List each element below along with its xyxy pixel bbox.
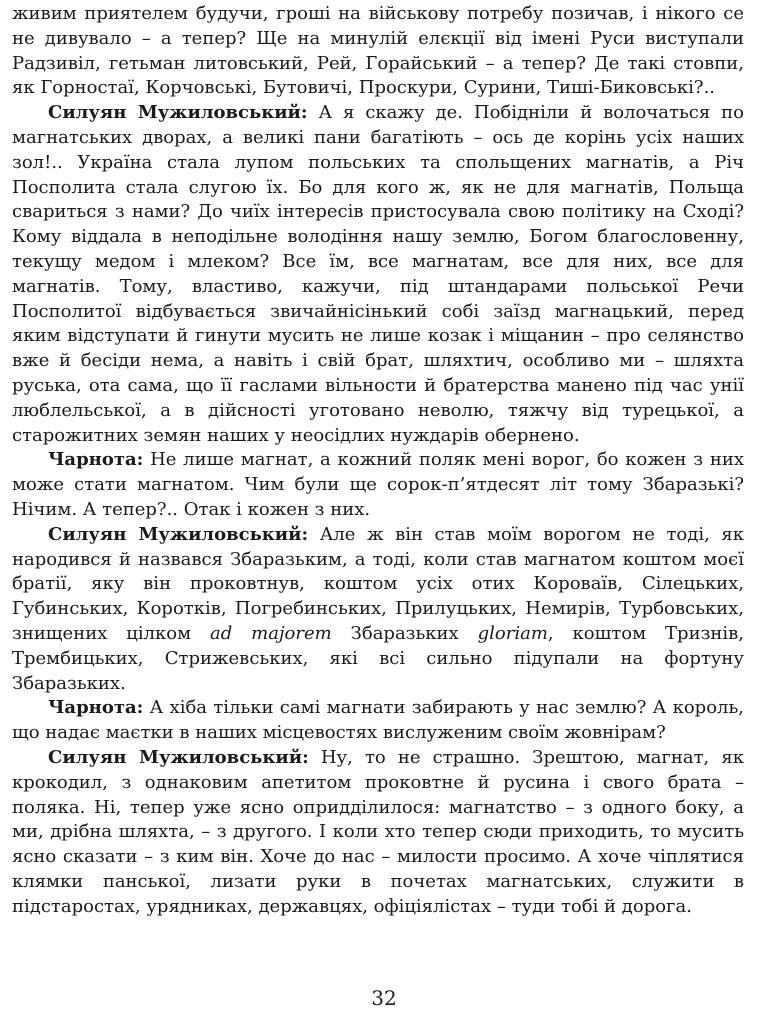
page-number: 32 xyxy=(371,986,397,1010)
dialogue-text: Але ж він став моїм ворогом не тоді, як народився й назвався Збаразьким, а тоді, коли став магнатом коштом моєї братії, яку він проковтнув, коштом усіх отих Короваїв, Сілецьких, Губинських, Коротків, Погребинських, Прилуцьких, Немирів, Турбовських, знищених цілком xyxy=(12,523,744,644)
latin-phrase: gloriam xyxy=(477,622,548,644)
dialogue-paragraph xyxy=(12,101,744,448)
dialogue-text: Збаразьких xyxy=(331,622,478,644)
dialogue-paragraph xyxy=(12,523,744,697)
latin-phrase: ad majorem xyxy=(210,622,332,644)
paragraph-continuation xyxy=(12,2,744,101)
dialogue-text: , коштом Тризнів, Трембицьких, Стрижевських, які всі сильно підупали на фортуну Збаразьких. xyxy=(12,622,744,694)
dialogue-text: А я скажу де. Побідніли й волочаться по магнатських дворах, а великі пани багатіють – ось де корінь усіх наших зол!.. Україна стала лупом польських та спольщених магнатів, а Річ Посполита стала слугою їх. Бо для кого ж, як не для магнатів, Польща свариться з нами? До чиїх інтересів пристосувала свою політику на Сході? Кому віддала в неподільне володіння нашу землю, Богом благословенну, текущу медом і млеком? Все їм, все магнатам, все для них, все для магнатів. Тому, властиво, кажучи, під штандарами польської Речи Посполитої відбувається звичайнісінький собі заїзд магнацький, перед яким відступати й гинути мусить не лише козак і міщанин – про селянство вже й бесіди нема, а навіть і свій брат, шляхтич, особливо ми – шляхта руська, ота сама, що її гаслами вільности й братерства манено під час унії люблельської, а в дійсності уготовано неволю, тяжчу від турецької, а старожитних земян наших у неосідлих нуждарів обернено. xyxy=(12,102,744,446)
dialogue-paragraph xyxy=(12,696,744,746)
dialogue-text: Ну, то не страшно. Зрештою, магнат, як крокодил, з однаковим апетитом проковтне й русина і свого брата – поляка. Ні, тепер уже ясно опридділилося: магнатство – з одного боку, а ми, дрібна шляхта, – з другого. І коли хто тепер сюди приходить, то мусить ясно сказати – з ким він. Хоче до нас – милости просимо. А хоче чіплятися клямки панської, лизати руки в почетах магнатських, служити в підстаростах, урядниках, державцях, офіціялістах – туди тобі й дорога. xyxy=(12,746,744,917)
dialogue-text: А хіба тільки самі магнати забирають у нас землю? А король, що надає маєтки в наших місцевостях вислуженим своїм жовнірам? xyxy=(12,697,744,744)
dialogue-paragraph xyxy=(12,746,744,920)
speaker-name: Силуян Мужиловський: xyxy=(48,102,308,124)
paragraph-text: живим приятелем будучи, гроші на військову потребу позичав, і нікого се не дивувало – а тепер? Ще на минулій елєкції від імені Руси виступали Радзивіл, гетьман литовський, Рей, Горайський – а тепер? Де такі стовпи, як Горностаї, Корчовські, Бутовичі, Проскури, Сурини, Тиші-Биковські?.. xyxy=(12,3,744,99)
speaker-name: Силуян Мужиловський: xyxy=(48,523,309,545)
speaker-name: Чарнота: xyxy=(48,697,144,719)
speaker-name: Чарнота: xyxy=(48,449,144,471)
dialogue-text: Не лише магнат, а кожний поляк мені ворог, бо кожен з них може стати магнатом. Чим були ще сорок-п’ятдесят літ тому Збаразькі? Нічим. А тепер?.. Отак і кожен з них. xyxy=(12,449,744,520)
speaker-name: Силуян Мужиловський: xyxy=(48,746,309,768)
dialogue-paragraph xyxy=(12,448,744,522)
